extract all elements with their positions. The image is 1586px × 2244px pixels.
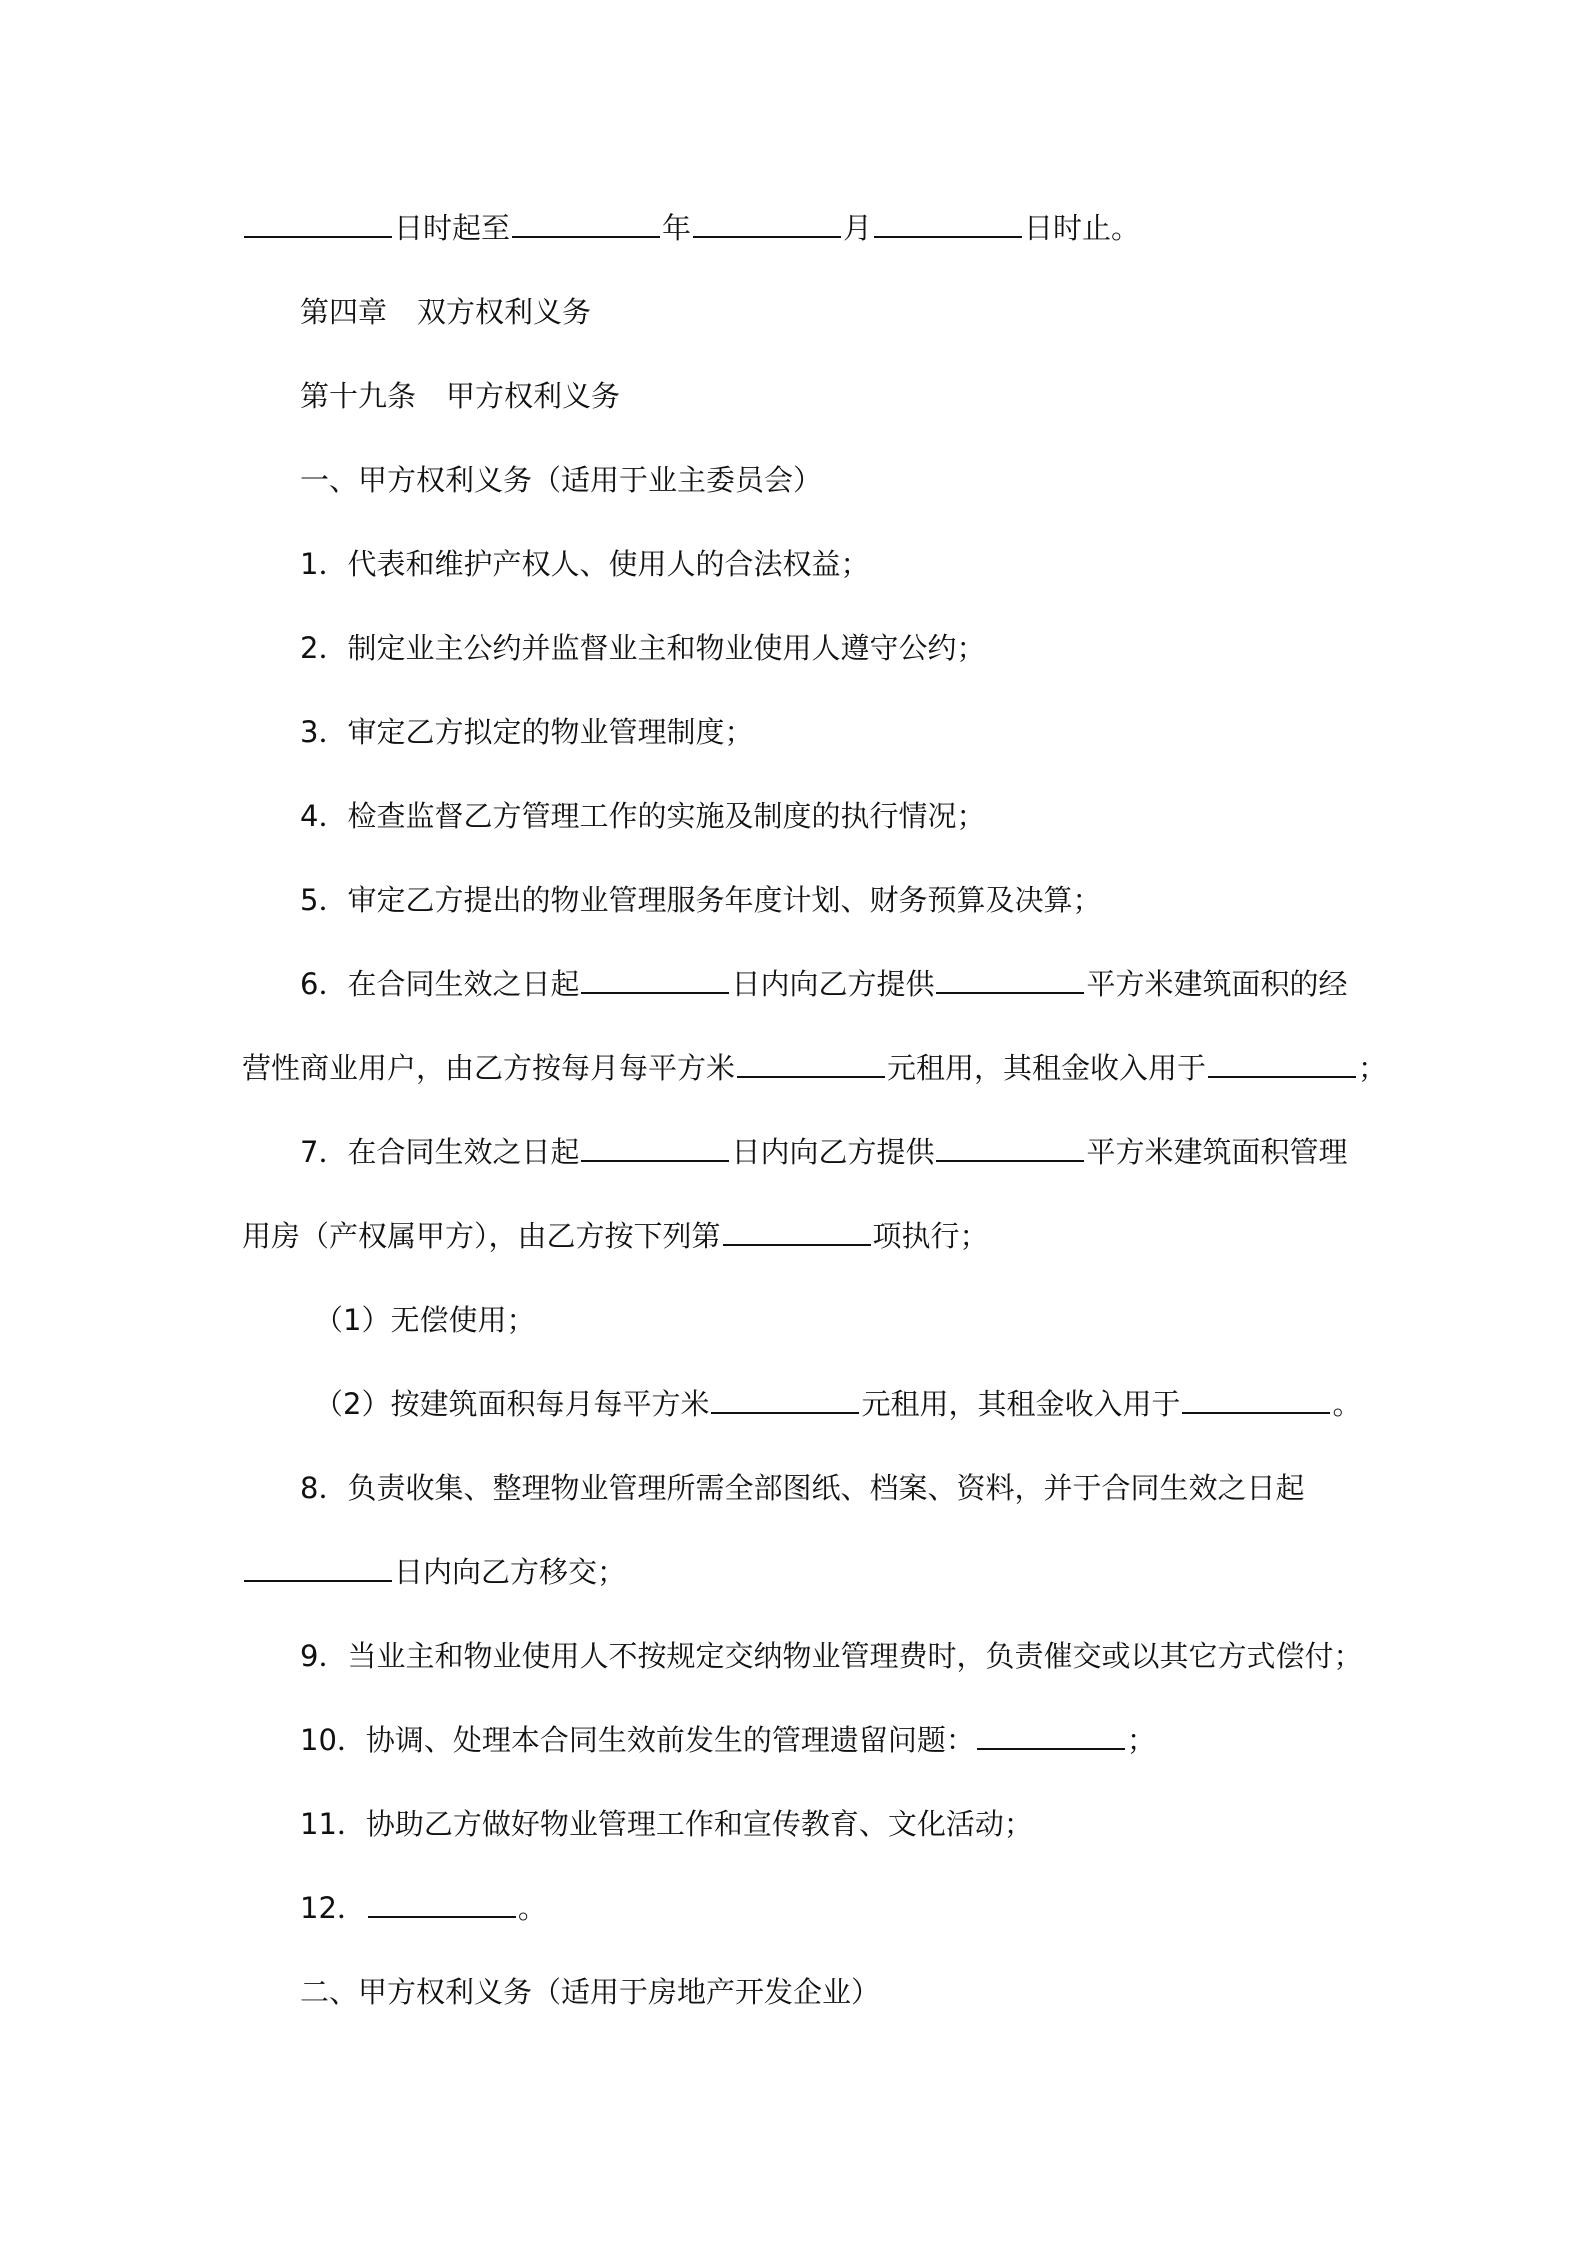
fill-blank[interactable] [512,235,660,238]
list-item [300,1132,1420,1172]
text-segment: 2．制定业主公约并监督业主和物业使用人遵守公约； [300,631,986,665]
text-segment: 4．检查监督乙方管理工作的实施及制度的执行情况； [300,799,986,833]
text-segment: （2）按建筑面积每月每平方米 [314,1387,710,1421]
text-segment: 月 [843,211,873,245]
fill-blank[interactable] [581,1159,729,1162]
text-segment: 10．协调、处理本合同生效前发生的管理遗留问题： [300,1723,975,1757]
fill-blank[interactable] [244,235,392,238]
list-item [300,1804,1420,1844]
fill-blank[interactable] [723,1243,871,1246]
list-item [300,1720,1420,1760]
text-segment: 3．审定乙方拟定的物业管理制度； [300,715,754,749]
text-segment: 元租用，其租金收入用于 [861,1387,1181,1421]
text-segment: 1．代表和维护产权人、使用人的合法权益； [300,547,870,581]
fill-blank[interactable] [711,1411,859,1414]
text-segment: 用房（产权属甲方），由乙方按下列第 [242,1219,721,1253]
list-item-continuation [242,1216,1362,1256]
list-item-continuation [242,1552,1362,1592]
text-segment: 二、甲方权利义务（适用于房地产开发企业） [300,1975,881,2009]
list-item-continuation [242,1048,1388,1088]
fill-blank[interactable] [936,1159,1084,1162]
fill-blank[interactable] [874,235,1022,238]
list-item [300,796,1420,836]
text-segment: 9．当业主和物业使用人不按规定交纳物业管理费时，负责催交或以其它方式偿付； [300,1639,1363,1673]
chapter-heading [300,292,1420,332]
section-heading [300,1972,1420,2012]
article-title: 甲方权利义务 [446,379,621,413]
text-segment: 日时起至 [394,211,511,245]
article-number: 第十九条 [300,379,417,413]
article-heading [300,376,1420,416]
text-segment: 。 [1332,1387,1362,1421]
text-segment: （1）无偿使用； [314,1303,536,1337]
text-segment: 11．协助乙方做好物业管理工作和宣传教育、文化活动； [300,1807,1033,1841]
fill-blank[interactable] [1182,1411,1330,1414]
text-segment: 8．负责收集、整理物业管理所需全部图纸、档案、资料，并于合同生效之日起 [300,1471,1305,1505]
fill-blank[interactable] [581,991,729,994]
list-item [300,712,1420,752]
text-segment: 日时止。 [1024,211,1141,245]
fill-blank[interactable] [977,1747,1125,1750]
text-segment: 6．在合同生效之日起 [300,967,580,1001]
list-item [300,628,1420,668]
fill-blank[interactable] [368,1915,516,1918]
text-segment: 日内向乙方提供 [731,967,935,1001]
list-item [300,1636,1420,1676]
fill-blank[interactable] [244,1579,392,1582]
text-segment: 平方米建筑面积的经 [1086,967,1348,1001]
text-segment: 日内向乙方移交； [394,1555,627,1589]
list-item [300,1468,1420,1508]
list-item [300,544,1420,584]
fill-blank[interactable] [693,235,841,238]
text-segment: 12． [300,1891,366,1925]
text-segment: 平方米建筑面积管理 [1086,1135,1348,1169]
list-item [300,964,1420,1004]
fill-blank[interactable] [737,1075,885,1078]
text-segment: ； [1358,1051,1388,1085]
text-segment: 项执行； [872,1219,989,1253]
chapter-title: 双方权利义务 [417,295,592,329]
text-segment: 一、甲方权利义务（适用于业主委员会） [300,463,823,497]
term-period-line [242,208,1362,248]
text-segment: 5．审定乙方提出的物业管理服务年度计划、财务预算及决算； [300,883,1102,917]
sub-list-item [314,1300,1434,1340]
text-segment: 。 [517,1891,547,1925]
text-segment: 7．在合同生效之日起 [300,1135,580,1169]
text-segment: 营性商业用户，由乙方按每月每平方米 [242,1051,736,1085]
section-heading [300,460,1420,500]
list-item [300,1888,1420,1928]
fill-blank[interactable] [1208,1075,1356,1078]
fill-blank[interactable] [936,991,1084,994]
text-segment: 元租用，其租金收入用于 [887,1051,1207,1085]
text-segment: 年 [662,211,692,245]
chapter-number: 第四章 [300,295,388,329]
text-segment: ； [1126,1723,1156,1757]
list-item [300,880,1420,920]
sub-list-item [314,1384,1434,1424]
text-segment: 日内向乙方提供 [731,1135,935,1169]
